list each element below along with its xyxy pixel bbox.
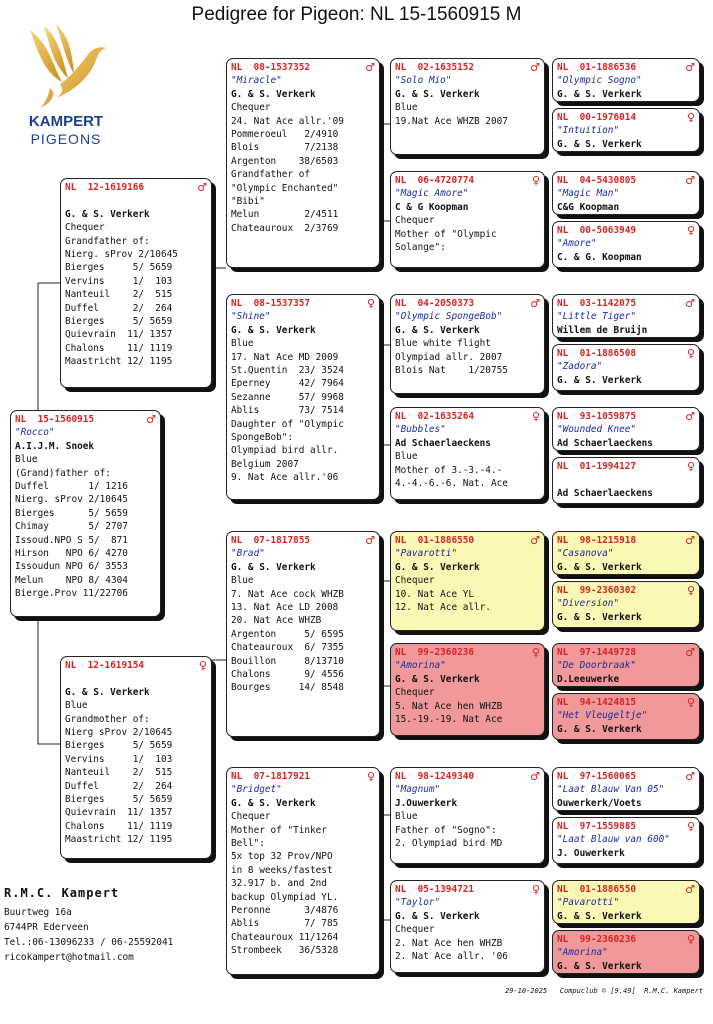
- pigeon-card-p20[interactable]: [552, 344, 700, 391]
- pigeon-header: [557, 111, 695, 124]
- pigeon-name: "De Doorbraak": [557, 660, 637, 672]
- pigeon-name: "Laat Blauw Van 05": [557, 784, 665, 796]
- pigeon-name: "Olympic SpongeBob": [395, 311, 503, 323]
- pigeon-header: [231, 61, 375, 74]
- pigeon-info-line: Melun NPO 8/ 4304: [15, 574, 128, 586]
- pigeon-header: [395, 883, 540, 896]
- pigeon-info-line: Strombeek 36/5328: [231, 945, 339, 957]
- pigeon-owner: Ad Schaerlaeckens: [395, 437, 491, 449]
- female-icon: ♀: [366, 770, 375, 783]
- pigeon-owner: Willem de Bruijn: [557, 324, 648, 336]
- pigeon-info-line: Blue: [395, 102, 418, 114]
- female-icon: ♀: [366, 297, 375, 310]
- ring-number: NL 99-2360302: [557, 585, 637, 596]
- ring-number: NL 07-1817921: [231, 771, 311, 782]
- ring-number: NL 97-1559885: [557, 821, 637, 832]
- pigeon-name: "Magic Man": [557, 188, 620, 200]
- ring-number: NL 08-1537352: [231, 62, 311, 73]
- ring-number: NL 12-1619166: [65, 182, 145, 193]
- pigeon-info-line: Grandfather of: [231, 169, 311, 181]
- ring-number: NL 15-1560915: [15, 414, 95, 425]
- pigeon-name: "Amorina": [395, 660, 446, 672]
- footer-credit: 29-10-2025 Compuclub © [9.49] R.M.C. Kampert: [505, 987, 704, 995]
- pigeon-info-line: St.Quentin 23/ 3524: [231, 365, 344, 377]
- pigeon-info-line: 5x top 32 Prov/NPO: [231, 851, 333, 863]
- pigeon-card-p16[interactable]: [552, 108, 700, 152]
- pigeon-info-line: Blue: [15, 454, 38, 466]
- pigeon-name: [557, 473, 695, 486]
- pigeon-header: [557, 174, 695, 187]
- pigeon-card-p27[interactable]: [552, 767, 700, 811]
- pigeon-info-line: "Olympic Enchanted": [231, 182, 339, 194]
- pigeon-owner: G. & S. Verkerk: [395, 673, 480, 685]
- ring-number: NL 01-1886508: [557, 348, 637, 359]
- pigeon-info-line: Duffel 2/ 264: [65, 302, 173, 314]
- logo-brand: KAMPERT: [28, 113, 104, 130]
- female-icon: ♀: [686, 347, 695, 360]
- pigeon-info-line: Maastricht 12/ 1195: [65, 834, 173, 846]
- pigeon-owner: C & G Koopman: [395, 201, 469, 213]
- pigeon-card-p18[interactable]: [552, 221, 700, 268]
- pigeon-info-line: "Bibi": [231, 196, 265, 208]
- ring-number: NL 01-1886550: [395, 535, 475, 546]
- ring-number: NL 04-2050373: [395, 298, 475, 309]
- pigeon-info-line: Vervins 1/ 103: [65, 753, 173, 765]
- female-icon: ♀: [686, 696, 695, 709]
- pigeon-info-line: Chequer: [231, 102, 271, 114]
- pigeon-owner: G. & S. Verkerk: [231, 88, 316, 100]
- pigeon-owner: G. & S. Verkerk: [395, 910, 480, 922]
- pigeon-name: "Wounded Knee": [557, 424, 637, 436]
- pigeon-card-p24[interactable]: [552, 581, 700, 628]
- pigeon-info-line: 7. Nat Ace cock WHZB: [231, 588, 344, 600]
- pigeon-info-line: Argenton 38/6503: [231, 155, 339, 167]
- female-icon: ♀: [686, 933, 695, 946]
- pigeon-owner: Ad Schaerlaeckens: [557, 437, 653, 449]
- pigeon-info-line: Vervins 1/ 103: [65, 275, 173, 287]
- pigeon-info-line: Bierges 5/ 5659: [15, 507, 128, 519]
- pigeon-header: [557, 224, 695, 237]
- pigeon-name: "Taylor": [395, 897, 441, 909]
- pigeon-info-line: Peronne 3/4876: [231, 905, 339, 917]
- pigeon-name: "Intuition": [557, 125, 620, 137]
- male-icon: ♂: [530, 61, 540, 74]
- pigeon-info-line: 24. Nat Ace allr.'09: [231, 115, 344, 127]
- pigeon-owner: G. & S. Verkerk: [557, 88, 642, 100]
- pigeon-info-line: 2. Nat Ace allr. '06: [395, 951, 508, 963]
- ring-number: NL 06-4720774: [395, 175, 475, 186]
- male-icon: ♂: [146, 413, 156, 426]
- pigeon-info-line: Maastricht 12/ 1195: [65, 356, 173, 368]
- pigeon-info-line: Blue white flight: [395, 338, 491, 350]
- female-icon: ♀: [531, 646, 540, 659]
- page-title: Pedigree for Pigeon: NL 15-1560915 M: [191, 4, 522, 25]
- ring-number: NL 98-1249340: [395, 771, 475, 782]
- pigeon-info-line: (Grand)father of:: [15, 467, 111, 479]
- male-icon: ♂: [197, 181, 207, 194]
- pigeon-info-line: Chequer: [395, 924, 435, 936]
- pigeon-name: "Bubbles": [395, 424, 446, 436]
- pigeon-header: [557, 410, 695, 423]
- pigeon-info-line: Pommeroeul 2/4910: [231, 129, 339, 141]
- ring-number: NL 00-5063949: [557, 225, 637, 236]
- pigeon-owner: G. & S. Verkerk: [395, 88, 480, 100]
- pigeon-header: [557, 770, 695, 783]
- ring-number: NL 08-1537357: [231, 298, 311, 309]
- pigeon-info-line: Bierges 5/ 5659: [65, 316, 173, 328]
- pigeon-info-line: Bell":: [231, 838, 265, 850]
- pigeon-info-line: 17. Nat Ace MD 2009: [231, 351, 339, 363]
- ring-number: NL 01-1994127: [557, 461, 637, 472]
- pigeon-owner: Ad Schaerlaeckens: [557, 487, 653, 499]
- ring-number: NL 12-1619154: [65, 660, 145, 671]
- pigeon-info-line: Nierg. sProv 2/10645: [15, 494, 128, 506]
- pigeon-owner: A.I.J.M. Snoek: [15, 440, 95, 452]
- pigeon-header: [557, 297, 695, 310]
- pigeon-info-line: Chateauroux 6/ 7355: [231, 642, 344, 654]
- pigeon-info-line: 2. Nat Ace hen WHZB: [395, 937, 503, 949]
- pigeon-header: [65, 659, 207, 672]
- pigeon-owner: G. & S. Verkerk: [557, 561, 642, 573]
- pigeon-name: "Amore": [557, 238, 597, 250]
- ring-number: NL 93-1059875: [557, 411, 637, 422]
- breeder-name: R.M.C. Kampert: [4, 886, 120, 900]
- ring-number: NL 07-1817855: [231, 535, 311, 546]
- pigeon-info-line: Sezanne 57/ 9968: [231, 391, 344, 403]
- pigeon-name: "Solo Mio": [395, 75, 452, 87]
- pigeon-info-line: 20. Nat Ace WHZB: [231, 615, 322, 627]
- breeder-street: Buurtweg 16a: [4, 907, 72, 918]
- pigeon-card-p29[interactable]: [552, 880, 700, 924]
- pigeon-card-p1[interactable]: [60, 178, 212, 388]
- pigeon-header: [557, 696, 695, 709]
- pigeon-info-line: Ablis 73/ 7514: [231, 405, 344, 417]
- pigeon-name: "Bridget": [231, 784, 282, 796]
- pigeon-header: [395, 410, 540, 423]
- pigeon-header: [557, 883, 695, 896]
- pigeon-name: "Little Tiger": [557, 311, 637, 323]
- pigeon-card-p10[interactable]: [390, 407, 545, 500]
- pigeon-card-p14[interactable]: [390, 880, 545, 973]
- pigeon-owner: G. & S. Verkerk: [557, 138, 642, 150]
- pigeon-info-line: 32.917 b. and 2nd: [231, 878, 327, 890]
- pigeon-name: "Zadora": [557, 361, 603, 373]
- pigeon-card-p6[interactable]: [226, 767, 380, 975]
- pigeon-info-line: Chequer: [395, 215, 435, 227]
- pigeon-info-line: Grandfather of:: [65, 235, 150, 247]
- pigeon-header: [395, 297, 540, 310]
- pigeon-info-line: 4.-4.-6.-6. Nat. Ace: [395, 478, 508, 490]
- pigeon-info-line: Olympiad bird allr.: [231, 445, 339, 457]
- pigeon-header: [231, 297, 375, 310]
- male-icon: ♂: [685, 61, 695, 74]
- pigeon-name: [65, 672, 207, 685]
- pigeon-info-line: Hirson NPO 6/ 4270: [15, 548, 128, 560]
- pigeon-info-line: in 8 weeks/fastest: [231, 864, 333, 876]
- breeder-contact: [4, 886, 173, 965]
- ring-number: NL 98-1215918: [557, 535, 637, 546]
- pigeon-card-p19[interactable]: [552, 294, 700, 338]
- ring-number: NL 02-1635152: [395, 62, 475, 73]
- ring-number: NL 99-2360236: [395, 647, 475, 658]
- pigeon-header: [557, 820, 695, 833]
- pigeon-name: "Casanova": [557, 548, 614, 560]
- pigeon-card-p15[interactable]: [552, 58, 700, 102]
- female-icon: ♀: [198, 659, 207, 672]
- pigeon-owner: D.Leeuwerke: [557, 673, 620, 685]
- pigeon-header: [557, 584, 695, 597]
- pigeon-card-p11[interactable]: [390, 531, 545, 631]
- female-icon: ♀: [686, 460, 695, 473]
- ring-number: NL 99-2360236: [557, 934, 637, 945]
- pigeon-info-line: Mother of "Tinker: [231, 824, 327, 836]
- pigeon-owner: G. & S. Verkerk: [557, 910, 642, 922]
- pigeon-name: [65, 194, 207, 207]
- pigeon-name: "Rocco": [15, 427, 55, 439]
- pigeon-card-p25[interactable]: [552, 643, 700, 687]
- pigeon-name: "Het Vleugeltje": [557, 710, 648, 722]
- pigeon-info-line: Grandmother of:: [65, 713, 150, 725]
- pigeon-info-line: 13. Nat Ace LD 2008: [231, 602, 339, 614]
- pigeon-info-line: Nanteuil 2/ 515: [65, 289, 173, 301]
- pigeon-info-line: Blue: [231, 575, 254, 587]
- pigeon-info-line: Olympiad allr. 2007: [395, 351, 503, 363]
- pigeon-header: [557, 933, 695, 946]
- pigeon-card-p17[interactable]: [552, 171, 700, 215]
- male-icon: ♂: [530, 297, 540, 310]
- pigeon-info-line: SpongeBob":: [231, 432, 294, 444]
- ring-number: NL 00-1976014: [557, 112, 637, 123]
- pigeon-card-p4[interactable]: [226, 294, 380, 500]
- logo-subtitle: PIGEONS: [30, 131, 102, 147]
- ring-number: NL 01-1886536: [557, 62, 637, 73]
- female-icon: ♀: [686, 584, 695, 597]
- pigeon-info-line: 12. Nat Ace allr.: [395, 602, 491, 614]
- pigeon-info-line: Blue: [65, 700, 88, 712]
- male-icon: ♂: [685, 174, 695, 187]
- pigeon-card-p28[interactable]: [552, 817, 700, 864]
- pigeon-owner: G. & S. Verkerk: [231, 797, 316, 809]
- breeder-phone: Tel.:06-13096233 / 06-25592041: [4, 937, 174, 948]
- pigeon-info-line: 10. Nat Ace YL: [395, 588, 475, 600]
- pigeon-card-p7[interactable]: [390, 58, 545, 155]
- pigeon-header: [557, 61, 695, 74]
- pigeon-header: [395, 534, 540, 547]
- pigeon-info-line: Chequer: [231, 811, 271, 823]
- pigeon-header: [395, 770, 540, 783]
- pigeon-owner: J.Ouwerkerk: [395, 797, 458, 809]
- ring-number: NL 94-1424815: [557, 697, 637, 708]
- ring-number: NL 03-1142075: [557, 298, 637, 309]
- pigeon-info-line: 2. Olympiad bird MD: [395, 838, 503, 850]
- pigeon-card-p8[interactable]: [390, 171, 545, 268]
- pigeon-owner: G. & S. Verkerk: [557, 611, 642, 623]
- pigeon-card-p21[interactable]: [552, 407, 700, 451]
- pigeon-info-line: Quievrain 11/ 1357: [65, 807, 173, 819]
- pigeon-name: "Olympic Sogno": [557, 75, 642, 87]
- pigeon-name: "Magnum": [395, 784, 441, 796]
- pigeon-info-line: Bierges 5/ 5659: [65, 262, 173, 274]
- pigeon-header: [231, 770, 375, 783]
- male-icon: ♂: [530, 770, 540, 783]
- pigeon-name: "Laat Blauw van 600": [557, 834, 670, 846]
- pigeon-header: [395, 646, 540, 659]
- pigeon-info-line: Chequer: [395, 687, 435, 699]
- pigeon-info-line: Nanteuil 2/ 515: [65, 767, 173, 779]
- male-icon: ♂: [685, 297, 695, 310]
- pigeon-info-line: Chalons 11/ 1119: [65, 342, 173, 354]
- pigeon-owner: G. & S. Verkerk: [557, 374, 642, 386]
- pigeon-info-line: Chalons 9/ 4556: [231, 669, 344, 681]
- pigeon-header: [557, 347, 695, 360]
- pigeon-info-line: Chateauroux 11/1264: [231, 931, 339, 943]
- ring-number: NL 97-1560065: [557, 771, 637, 782]
- pigeon-info-line: Bierge.Prov 11/22706: [15, 588, 128, 600]
- pigeon-owner: G. & S. Verkerk: [231, 324, 316, 336]
- pigeon-info-line: Issoudun NPO 6/ 3553: [15, 561, 128, 573]
- pigeon-info-line: Mother of 3.-3.-4.-: [395, 464, 503, 476]
- pigeon-info-line: 5. Nat Ace hen WHZB: [395, 700, 503, 712]
- pigeon-info-line: Bouillon 8/13710: [231, 655, 344, 667]
- pigeon-info-line: Duffel 2/ 264: [65, 780, 173, 792]
- male-icon: ♂: [685, 770, 695, 783]
- pigeon-owner: G. & S. Verkerk: [231, 561, 316, 573]
- pigeon-card-p23[interactable]: [552, 531, 700, 575]
- pigeon-info-line: 15.-19.-19. Nat Ace: [395, 714, 503, 726]
- pigeon-info-line: Bierges 5/ 5659: [65, 740, 173, 752]
- pigeon-info-line: Belgium 2007: [231, 458, 299, 470]
- pigeon-info-line: Bierges 5/ 5659: [65, 794, 173, 806]
- pigeon-card-p3[interactable]: [226, 58, 380, 268]
- pigeon-info-line: Father of "Sogno":: [395, 824, 497, 836]
- female-icon: ♀: [686, 820, 695, 833]
- pigeon-info-line: Chateauroux 2/3769: [231, 222, 339, 234]
- pigeon-info-line: Nierg. sProv 2/10645: [65, 249, 178, 261]
- pigeon-card-p2[interactable]: [60, 656, 212, 859]
- pigeon-info-line: Mother of "Olympic: [395, 228, 497, 240]
- pigeon-name: "Pavarotti": [557, 897, 620, 909]
- pigeon-info-line: Duffel 1/ 1216: [15, 481, 128, 493]
- pigeon-info-line: Daughter of "Olympic: [231, 418, 344, 430]
- pigeon-info-line: Ablis 7/ 785: [231, 918, 339, 930]
- pigeon-info-line: Blois Nat 1/20755: [395, 365, 508, 377]
- pigeon-name: "Brad": [231, 548, 265, 560]
- male-icon: ♂: [685, 534, 695, 547]
- male-icon: ♂: [365, 534, 375, 547]
- pigeon-info-line: Bourges 14/ 8548: [231, 682, 344, 694]
- pigeon-info-line: Argenton 5/ 6595: [231, 628, 344, 640]
- pigeon-card-p26[interactable]: [552, 693, 700, 740]
- pigeon-info-line: Chimay 5/ 2707: [15, 521, 128, 533]
- pigeon-owner: G. & S. Verkerk: [557, 723, 642, 735]
- pigeon-owner: G. & S. Verkerk: [395, 324, 480, 336]
- pigeon-owner: Ouwerkerk/Voets: [557, 797, 642, 809]
- pigeon-info-line: 9. Nat Ace allr.'06: [231, 472, 339, 484]
- male-icon: ♂: [685, 410, 695, 423]
- pigeon-card-p30[interactable]: [552, 930, 700, 974]
- pigeon-header: [395, 174, 540, 187]
- pigeon-info-line: Blois 7/2138: [231, 142, 339, 154]
- pigeon-owner: G. & S. Verkerk: [65, 686, 150, 698]
- pigeon-header: [557, 460, 695, 473]
- pigeon-info-line: Nierg sProv 2/10645: [65, 727, 173, 739]
- female-icon: ♀: [531, 883, 540, 896]
- ring-number: NL 02-1635264: [395, 411, 475, 422]
- pigeon-owner: C. & G. Koopman: [557, 251, 642, 263]
- pigeon-info-line: Melun 2/4511: [231, 209, 339, 221]
- pigeon-card-p12[interactable]: [390, 643, 545, 736]
- pigeon-card-p22[interactable]: [552, 457, 700, 504]
- pigeon-card-p0[interactable]: [10, 410, 161, 617]
- pigeon-name: "Amorina": [557, 947, 608, 959]
- pigeon-info-line: 19.Nat Ace WHZB 2007: [395, 115, 508, 127]
- female-icon: ♀: [686, 224, 695, 237]
- pigeon-info-line: Chequer: [65, 222, 105, 234]
- pigeon-name: "Miracle": [231, 75, 282, 87]
- pigeon-header: [395, 61, 540, 74]
- pigeon-info-line: Issoud.NPO S 5/ 871: [15, 534, 128, 546]
- pigeon-info-line: Chequer: [395, 575, 435, 587]
- pigeon-owner: G. & S. Verkerk: [557, 960, 642, 972]
- male-icon: ♂: [365, 61, 375, 74]
- pigeon-owner: G. & S. Verkerk: [395, 561, 480, 573]
- pigeon-header: [15, 413, 156, 426]
- pigeon-info-line: Blue: [231, 338, 254, 350]
- pigeon-owner: J. Ouwerkerk: [557, 847, 625, 859]
- female-icon: ♀: [531, 174, 540, 187]
- pigeon-card-p13[interactable]: [390, 767, 545, 864]
- male-icon: ♂: [685, 883, 695, 896]
- pigeon-name: "Diversion": [557, 598, 620, 610]
- pigeon-card-p9[interactable]: [390, 294, 545, 394]
- pigeon-info-line: Eperney 42/ 7964: [231, 378, 344, 390]
- pigeon-name: "Shine": [231, 311, 271, 323]
- ring-number: NL 05-1394721: [395, 884, 475, 895]
- pigeon-card-p5[interactable]: [226, 531, 380, 737]
- pigeon-info-line: backup Olympiad YL.: [231, 891, 339, 903]
- breeder-email: ricokampert@hotmail.com: [4, 952, 134, 963]
- pigeon-info-line: Chalons 11/ 1119: [65, 820, 173, 832]
- female-icon: ♀: [531, 410, 540, 423]
- ring-number: NL 04-5430805: [557, 175, 637, 186]
- pigeon-header: [557, 534, 695, 547]
- pigeon-header: [557, 646, 695, 659]
- pigeon-header: [65, 181, 207, 194]
- pigeon-info-line: Blue: [395, 811, 418, 823]
- pigeon-name: "Magic Amore": [395, 188, 469, 200]
- pigeon-owner: G. & S. Verkerk: [65, 208, 150, 220]
- ring-number: NL 97-1449728: [557, 647, 637, 658]
- pigeon-info-line: Quievrain 11/ 1357: [65, 329, 173, 341]
- female-icon: ♀: [686, 111, 695, 124]
- pigeon-name: "Pavarotti": [395, 548, 458, 560]
- pigeon-info-line: Blue: [395, 451, 418, 463]
- pigeon-info-line: Solange":: [395, 242, 446, 254]
- male-icon: ♂: [685, 646, 695, 659]
- breeder-city: 6744PR Ederveen: [4, 922, 89, 933]
- ring-number: NL 01-1886550: [557, 884, 637, 895]
- pigeon-owner: C&G Koopman: [557, 201, 620, 213]
- pigeon-header: [231, 534, 375, 547]
- male-icon: ♂: [530, 534, 540, 547]
